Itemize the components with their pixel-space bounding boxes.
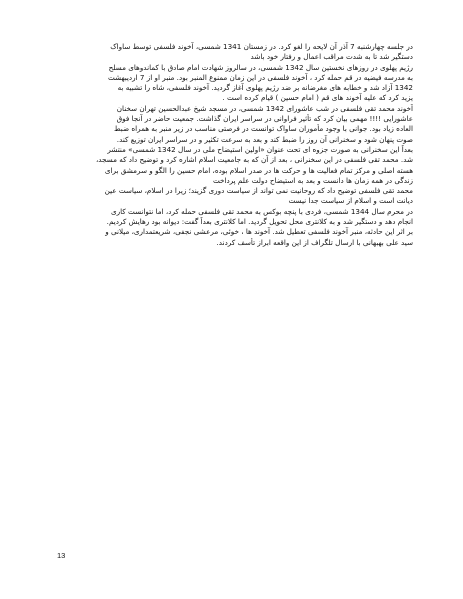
text-line: انجام دهد و دستگیر شد و به کلانتری محل تحویل گردید. اما کلانتری بعداً گفت: دیوانه بود رهایش کردیم.: [106, 217, 413, 227]
text-line: شد. محمد تقی فلسفی در این سخنرانی ، بعد از آن که به جامعیت اسلام اشاره کرد و توضیح داد که مسجد،: [95, 155, 413, 165]
text-line: العاده زیاد بود. جوانی با وجود مأموران ساواک توانست در فرصتی مناسب در زیر منبر به همراه ضبط: [113, 124, 413, 134]
paragraph: [57, 207, 413, 248]
text-line: دستگیر شد تا به شدت مراقب اعمال و رفتار خود باشد: [250, 52, 413, 62]
text-line: بر اثر این حادثه، منبر آخوند فلسفی تعطیل شد. آخوند ها ، خوئی، مرعشی نجفی، شریعتمداری، میلانی و: [105, 227, 413, 237]
text-line: آخوند محمد تقی فلسفی در شب عاشورای 1342 شمسی، در مسجد شیخ عبدالحسین تهران سخنان: [116, 103, 413, 113]
text-line: در محرم سال 1344 شمسی، فردی با پنچه بوکس به محمد تقی فلسفی حمله کرد، اما نتوانست کاری: [110, 206, 413, 216]
text-line: زندگی در همه زمان ها دانست و بعد به استیضاح دولت علم پرداخت: [212, 175, 413, 185]
paragraph: [57, 104, 413, 207]
paragraph: [57, 63, 413, 104]
text-line: به مدرسه فیضیه در قم حمله کرد ، آخوند فلسفی در این زمان ممنوع المنبر بود. منبر او از 7 اردیبهشت: [107, 72, 413, 82]
text-line: صوت پنهان شود و سخنرانی آن روز را ضبط کند و بعد به سرعت تکثیر و در سراسر ایران توزیع کند.: [116, 134, 413, 144]
text-line: بعداً این سخنرانی به صورت جزوه ای تحت عنوان «اولین استیضاح ملی در سال 1342 شمسی» منتشر: [107, 144, 413, 154]
text-line: در جلسه چهارشنبه 7 آذر آن لایحه را لغو کرد. در زمستان 1341 شمسی، آخوند فلسفی توسط ساواک: [110, 42, 413, 51]
text-line: 1342 آزاد شد و خطابه های مغرضانه بر ضد رژیم پهلوی آغاز گردید. آخوند فلسفی، شاه را تشبیه به: [117, 83, 413, 93]
text-line: عاشورایی !!!! مهمی بیان کرد که تأثیر فراوانی در سراسر ایران گذاشت. جمعیت حاضر در آنجا فوق: [116, 114, 413, 124]
text-line: دیانت است و اسلام از سیاست جدا نیست: [288, 196, 413, 206]
page-number: 13: [57, 551, 66, 560]
text-line: سید علی بهبهانی با ارسال تلگراف از این واقعه ابراز تأسف کردند.: [216, 237, 413, 247]
body-text: [57, 42, 413, 248]
text-line: محمد تقی فلسفی توضیح داد که روحانیت نمی تواند از سیاست دوری گزیند؛ زیرا در اسلام، سیاست عین: [104, 186, 413, 196]
text-line: یزید کرد که علیه آخوند های قم ( امام حسین ) قیام کرده است .: [222, 93, 413, 103]
text-line: رژیم پهلوی در روزهای نخستین سال 1342 شمسی، در سالروز شهادت امام صادق با کماندوهای مسلح: [108, 62, 413, 72]
paragraph: [57, 42, 413, 63]
text-line: هسته اصلی و مرکز تمام فعالیت ها و حرکت ها در صدر اسلام بوده، امام حسین را الگو و سرمشق برای: [104, 165, 413, 175]
